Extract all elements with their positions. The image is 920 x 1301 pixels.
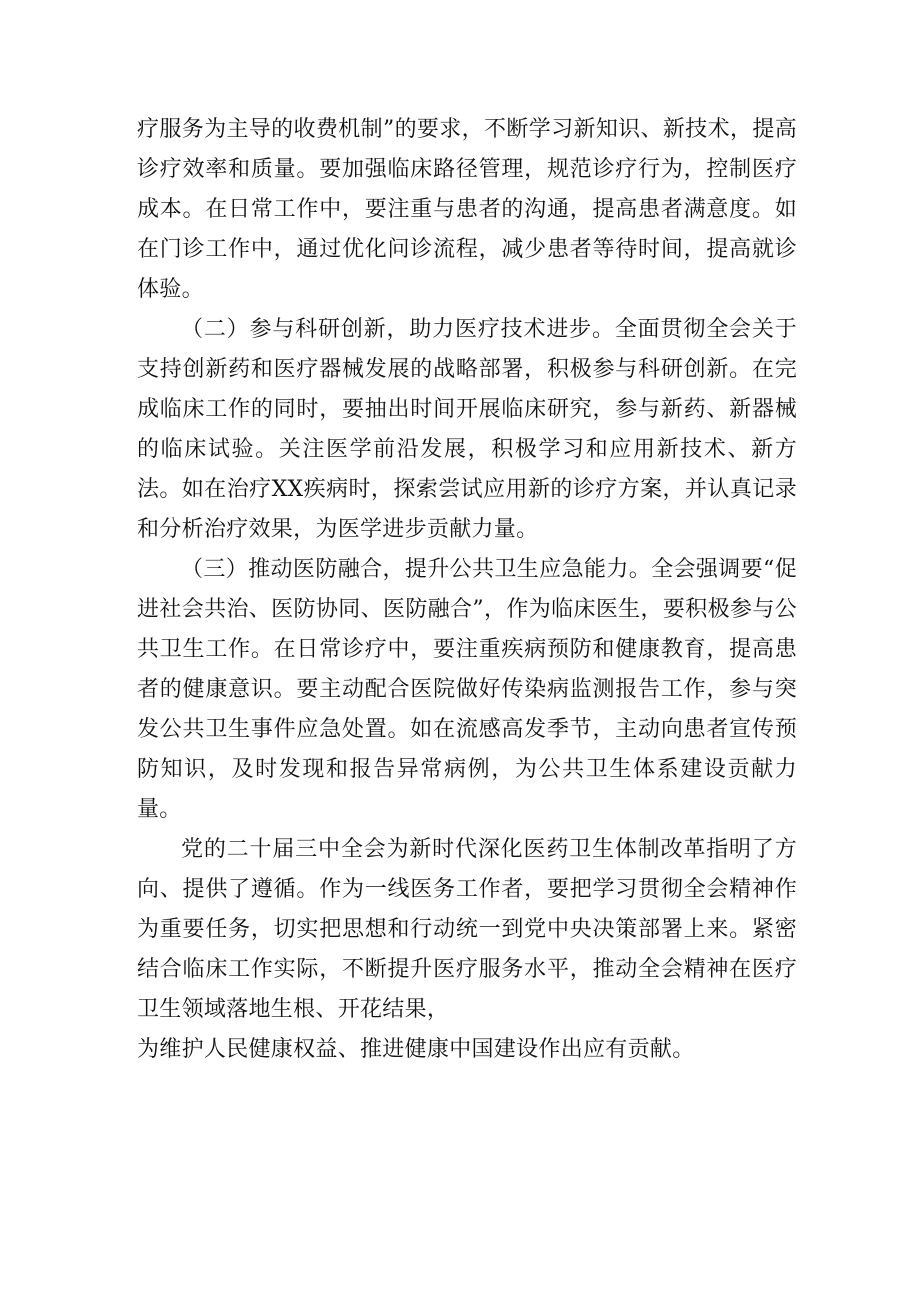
paragraph-research-innovation: （二）参与科研创新，助力医疗技术进步。全面贯彻全会关于支持创新药和医疗器械发展的战略部署，积极参与科研创新。在完成临床工作的同时，要抽出时间开展临床研究，参与新药、新器械的临床试验。关注医学前沿发展，积极学习和应用新技术、新方法。如在治疗XX疾病时，探索尝试应用新的诊疗方案，并认真记录和分析治疗效果，为医学进步贡献力量。 [137,317,797,542]
paragraph-public-health: （三）推动医防融合，提升公共卫生应急能力。全会强调要“促进社会共治、医防协同、医防融合”，作为临床医生，要积极参与公共卫生工作。在日常诊疗中，要注重疾病预防和健康教育，提高患者的健康意识。要主动配合医院做好传染病监测报告工作，参与突发公共卫生事件应急处置。如在流感高发季节，主动向患者宣传预防知识，及时发现和报告异常病例，为公共卫生体系建设贡献力量。 [137,557,797,822]
paragraph-closing-line: 为维护人民健康权益、推进健康中国建设作出应有贡献。 [137,1037,695,1062]
paragraph-conclusion: 党的二十届三中全会为新时代深化医药卫生体制改革指明了方向、提供了遵循。作为一线医务工作者，要把学习贯彻全会精神作为重要任务，切实把思想和行动统一到党中央决策部署上来。紧密结合临床工作实际，不断提升医疗服务水平，推动全会精神在医疗卫生领域落地生根、开花结果， [137,837,797,1022]
document-body [137,110,797,1070]
paragraph-medical-service: 疗服务为主导的收费机制”的要求，不断学习新知识、新技术，提高诊疗效率和质量。要加强临床路径管理，规范诊疗行为，控制医疗成本。在日常工作中，要注重与患者的沟通，提高患者满意度。如在门诊工作中，通过优化问诊流程，减少患者等待时间，提高就诊体验。 [137,117,797,302]
